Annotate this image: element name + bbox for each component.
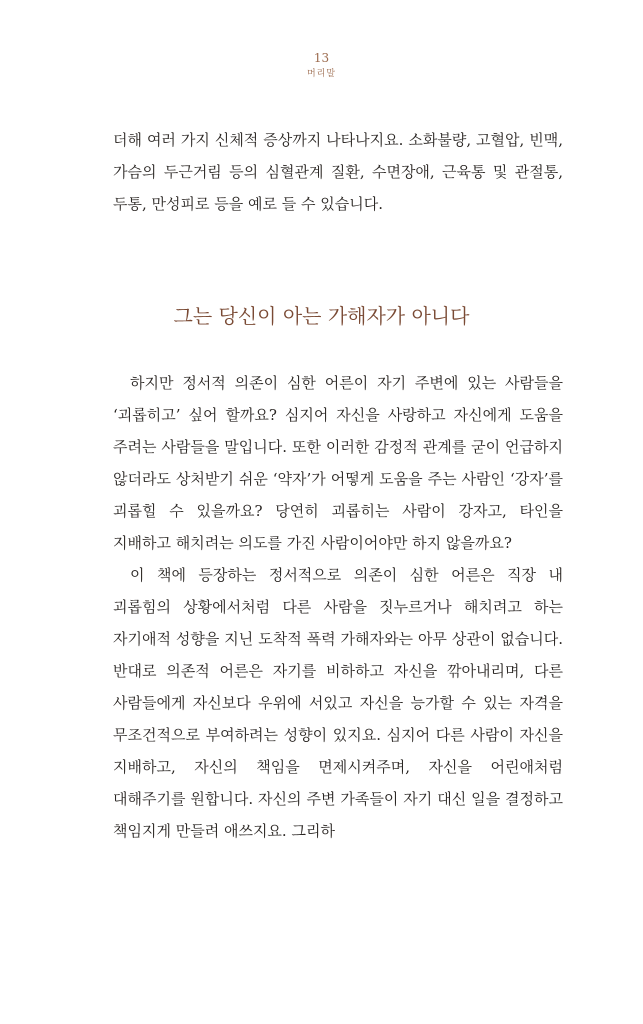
- body-paragraph-2: 이 책에 등장하는 정서적으로 의존이 심한 어른은 직장 내 괴롭힘의 상황에서처럼 다른 사람을 짓누르거나 해치려고 하는 자기애적 성향을 지닌 도착적 폭력 가해자와는 아무 상관이 없습니다. 반대로 의존적 어른은 자기를 비하하고 자신을 깎아내리며, 다른 사람들에게 자신보다 우위에 서있고 자신을 능가할 수 있는 자격을 무조건적으로 부여하려는 성향이 있지요. 심지어 다른 사람이 자신을 지배하고, 자신의 책임을 면제시켜주며, 자신을 어린애처럼 대해주기를 원합니다. 자신의 주변 가족들이 자기 대신 일을 결정하고 책임지게 만들려 애쓰지요. 그리하: [113, 566, 563, 840]
- running-head: 머리말: [306, 69, 337, 79]
- page-header: [0, 50, 643, 81]
- section-body: [113, 367, 563, 847]
- body-paragraph-1: 하지만 정서적 의존이 심한 어른이 자기 주변에 있는 사람들을 ‘괴롭히고’ 싶어 할까요? 심지어 자신을 사랑하고 자신에게 도움을 주려는 사람들을 말입니다. 또한 이러한 감정적 관계를 굳이 언급하지 않더라도 상처받기 쉬운 ‘약자’가 어떻게 도움을 주는 사람인 ‘강자’를 괴롭힐 수 있을까요? 당연히 괴롭히는 사람이 강자고, 타인을 지배하고 해치려는 의도를 가진 사람이어야만 하지 않을까요?: [113, 374, 563, 552]
- intro-paragraph: 더해 여러 가지 신체적 증상까지 나타나지요. 소화불량, 고혈압, 빈맥, 가슴의 두근거림 등의 심혈관계 질환, 수면장애, 근육통 및 관절통, 두통, 만성피로 등을 예로 들 수 있습니다.: [113, 131, 563, 213]
- section-heading: 그는 당신이 아는 가해자가 아니다: [173, 304, 470, 328]
- page-number: 13: [313, 51, 330, 65]
- intro-text: [113, 124, 563, 220]
